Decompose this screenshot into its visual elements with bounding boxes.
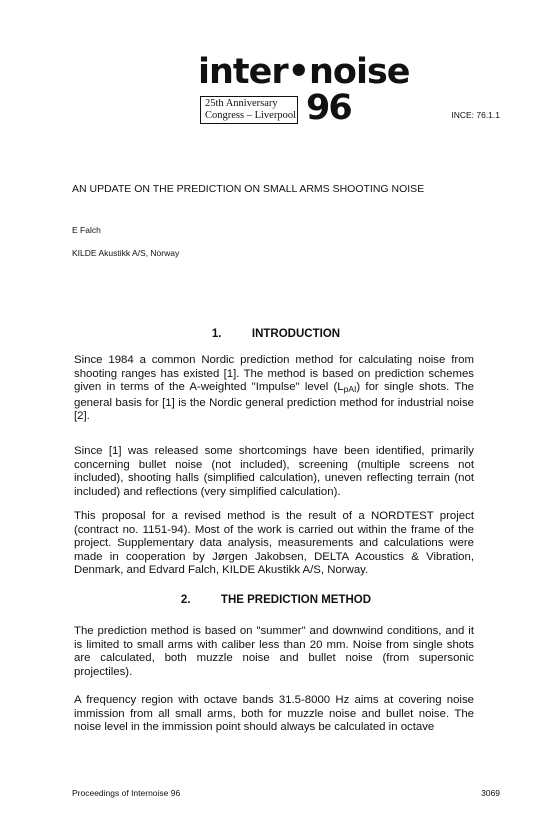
author-name: E Falch	[72, 225, 101, 235]
section-heading-introduction	[0, 328, 552, 340]
section-title: INTRODUCTION	[251, 328, 341, 340]
page-number: 3069	[481, 788, 500, 798]
paragraph: Since 1984 a common Nordic prediction method for calculating noise from shooting ranges has existed [1]. The method is based on prediction schemes given in terms of the A-weighted "Impulse" level $(L_{pAI})$ for single shots. The general basis for [1] is the Nordic general prediction method for industrial noise [2].	[74, 354, 474, 423]
author-affiliation: KILDE Akustikk A/S, Norway	[72, 248, 180, 258]
paragraph: Since [1] was released some shortcomings have been identified, primarily concerning bullet noise (not included), screening (multiple screens not included), shooting halls (simplified calculation), uneven reflecting terrain (not included) and reflections (very simplified calculation).	[74, 445, 474, 498]
section-title: THE PREDICTION METHOD	[220, 594, 372, 606]
anniversary-line-2: Congress – Liverpool	[205, 110, 296, 121]
anniversary-box	[200, 96, 298, 124]
anniversary-line-1: 25th Anniversary	[205, 98, 278, 109]
section-number: 1.	[211, 328, 222, 340]
section-number: 2.	[180, 594, 191, 606]
ince-code: INCE: 76.1.1	[451, 110, 500, 120]
paragraph: This proposal for a revised method is the result of a NORDTEST project (contract no. 1151-94). Most of the work is carried out within the frame of the project. Supplementary data analysis, measurements and calculations were made in cooperation by Jørgen Jakobsen, DELTA Acoustics & Vibration, Denmark, and Edvard Falch, KILDE Akustikk A/S, Norway.	[74, 510, 474, 577]
logo-wordmark: inter•noise	[198, 52, 410, 92]
section-heading-prediction-method	[0, 594, 552, 606]
conference-logo	[198, 52, 410, 130]
paragraph: The prediction method is based on "summer" and downwind conditions, and it is limited to small arms with caliber less than 20 mm. Noise from single shots are calculated, both muzzle noise and bullet noise (from supersonic projectiles).	[74, 625, 474, 678]
logo-year: 96	[306, 88, 351, 128]
paragraph: A frequency region with octave bands 31.5-8000 Hz aims at covering noise immission from all small arms, both for muzzle noise and bullet noise. The noise level in the immission point should always be calculated in octave	[74, 694, 474, 734]
paper-title: AN UPDATE ON THE PREDICTION ON SMALL ARMS SHOOTING NOISE	[72, 183, 425, 195]
footer-proceedings: Proceedings of Internoise 96	[72, 788, 181, 798]
